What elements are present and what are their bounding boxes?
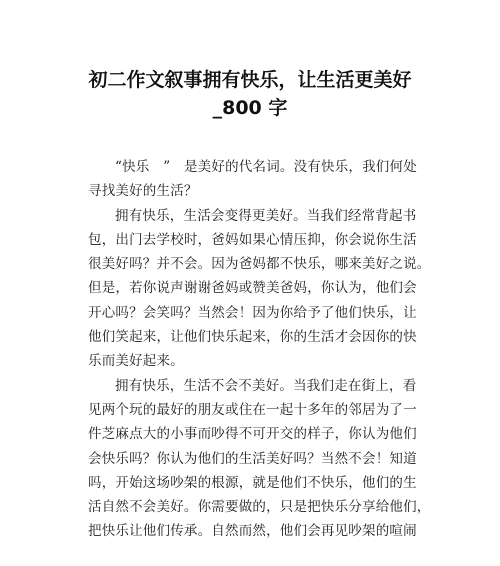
body-line: 活自然不会美好。你需要做的，只是把快乐分享给他们，	[88, 499, 431, 516]
body-line: 他们笑起来，让他们快乐起来，你的生活才会因你的快	[88, 329, 417, 346]
body-line: 乐而美好起来。	[88, 353, 184, 370]
body-line: 会快乐吗？你认为他们的生活美好吗？当然不会！知道	[88, 450, 417, 467]
body-line: 开心吗？会笑吗？当然会！因为你给予了他们快乐，让	[88, 304, 417, 321]
body-line: 很美好吗？并不会。因为爸妈都不快乐，哪来美好之说。	[88, 256, 431, 273]
document-body	[88, 155, 431, 544]
document-title-suffix: _800 字	[212, 97, 288, 119]
body-line: 吗，开始这场吵架的根源，就是他们不快乐，他们的生	[88, 474, 417, 491]
body-line: 寻找美好的生活？	[88, 183, 198, 200]
body-line: 把快乐让他们传承。自然而然，他们会再见吵架的喧闹	[88, 523, 417, 540]
document-title: 初二作文叙事拥有快乐，让生活更美好	[88, 69, 412, 91]
body-line: 包，出门去学校时，爸妈如果心情压抑，你会说你生活	[88, 231, 417, 248]
body-line: 拥有快乐，生活不会不美好。当我们走在街上，看	[115, 377, 417, 394]
body-line: 件芝麻点大的小事而吵得不可开交的样子，你认为他们	[88, 426, 417, 443]
body-line: “快乐 ” 是美好的代名词。没有快乐，我们何处	[115, 159, 417, 175]
body-line: 见两个玩的最好的朋友或住在一起十多年的邻居为了一	[88, 401, 417, 418]
body-line: 拥有快乐，生活会变得更美好。当我们经常背起书	[115, 207, 417, 224]
body-line: 但是，若你说声谢谢爸妈或赞美爸妈，你认为，他们会	[88, 280, 417, 297]
